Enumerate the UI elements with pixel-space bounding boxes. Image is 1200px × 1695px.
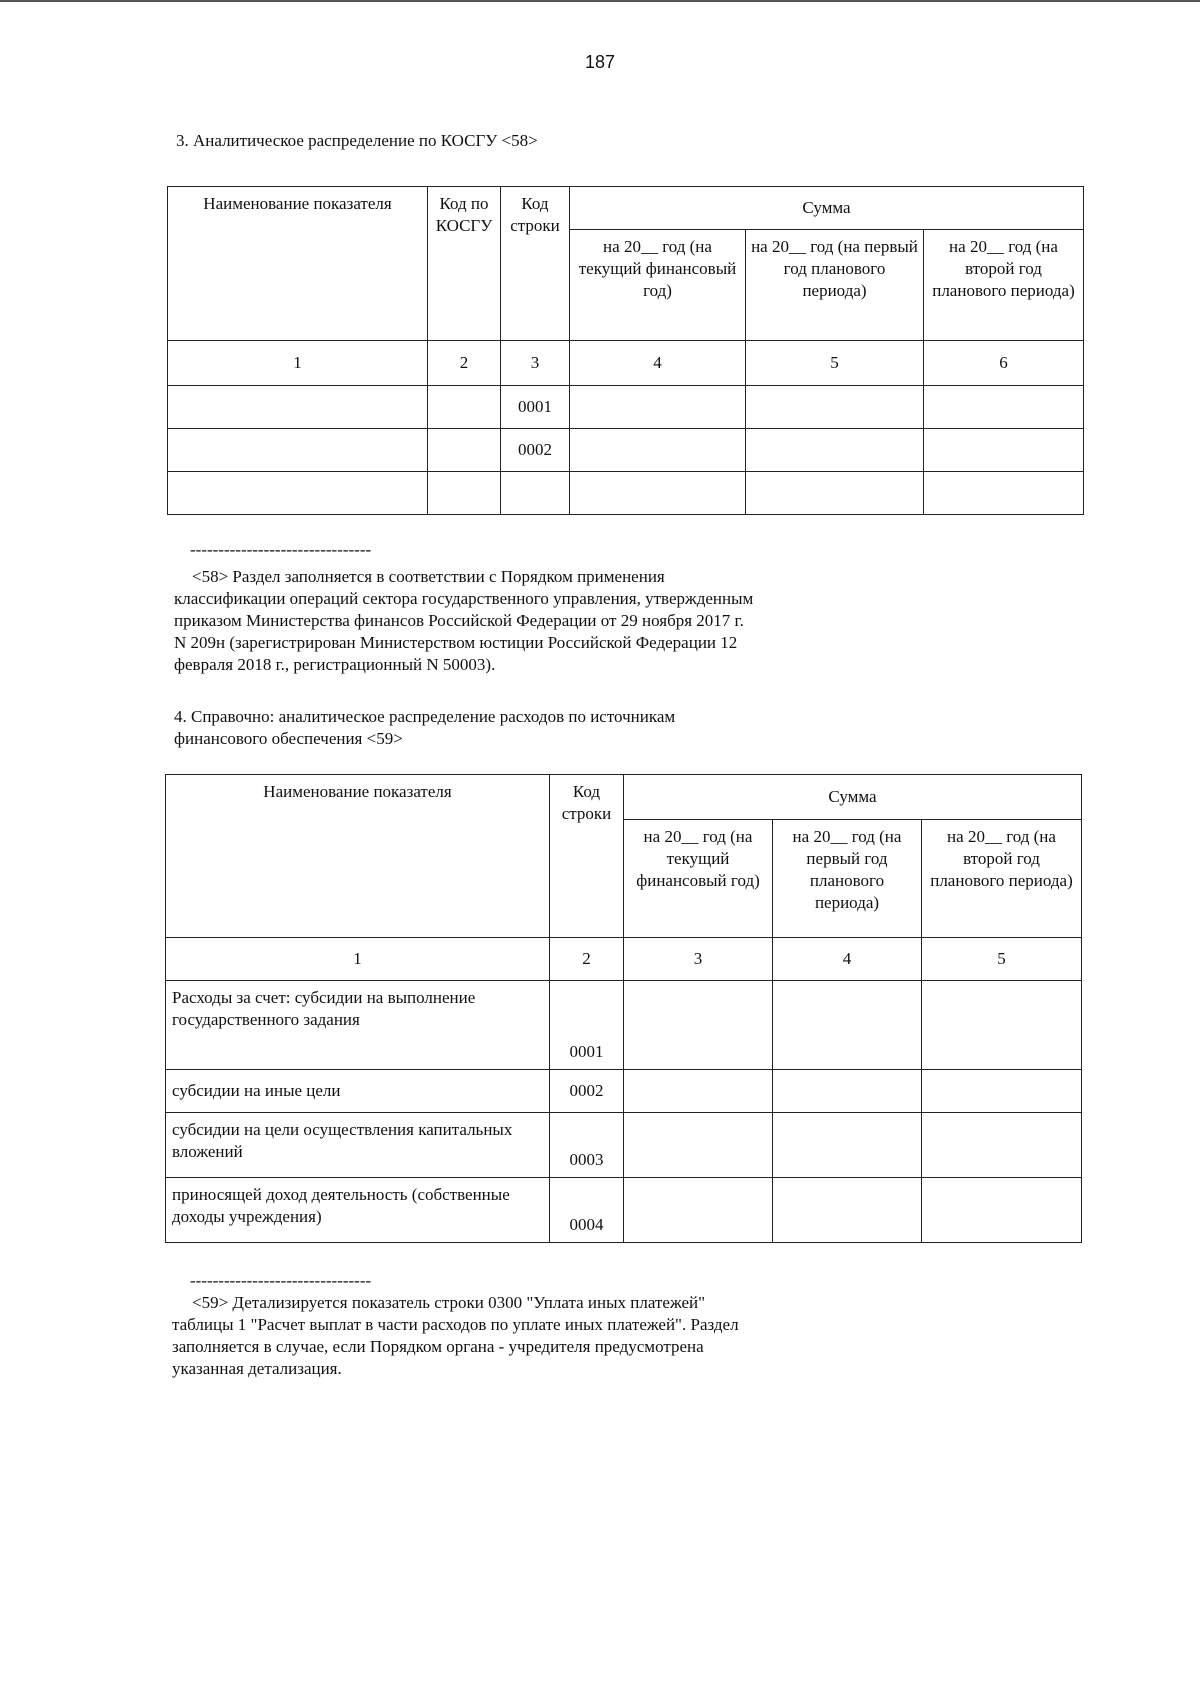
- row-sum-current-cell: [624, 1178, 773, 1243]
- table-row: [166, 1070, 1082, 1113]
- column-number: 6: [924, 341, 1084, 386]
- footnote-line: классификации операций сектора государственного управления, утвержденным: [174, 589, 754, 608]
- section3-heading: 3. Аналитическое распределение по КОСГУ <58>: [176, 131, 538, 150]
- footnote-line: заполняется в случае, если Порядком органа - учредителя предусмотрена: [172, 1337, 704, 1356]
- row-sum-first-cell: [746, 429, 924, 472]
- column-number: 3: [501, 341, 570, 386]
- row-sum-current-cell: [624, 1113, 773, 1178]
- column-number: 1: [166, 938, 550, 981]
- section4-heading-line: 4. Справочно: аналитическое распределение расходов по источникам: [174, 707, 676, 726]
- row-sum-first-cell: [773, 1113, 922, 1178]
- row-kosgu-cell: [428, 429, 501, 472]
- row-sum-second-cell: [924, 386, 1084, 429]
- row-name-cell: Расходы за счет: субсидии на выполнение государственного задания: [166, 981, 550, 1070]
- row-kosgu-cell: [428, 472, 501, 515]
- table-row: [166, 1113, 1082, 1178]
- header-name: Наименование показателя: [168, 187, 428, 341]
- kosgu-table: [167, 186, 1084, 515]
- row-code-cell: 0002: [550, 1070, 624, 1113]
- footnote-line: <58> Раздел заполняется в соответствии с Порядком применения: [192, 567, 665, 586]
- row-name-cell: субсидии на цели осуществления капитальных вложений: [166, 1113, 550, 1178]
- subheader-first-plan-year: на 20__ год (на первый год планового периода): [773, 819, 922, 937]
- footnote-line: <59> Детализируется показатель строки 0300 "Уплата иных платежей": [192, 1293, 706, 1312]
- column-number: 3: [624, 938, 773, 981]
- page-number: 187: [584, 52, 616, 72]
- row-code-cell: 0001: [550, 981, 624, 1070]
- subheader-first-plan-year: на 20__ год (на первый год планового периода): [746, 230, 924, 341]
- footnote-line: февраля 2018 г., регистрационный N 50003).: [174, 655, 496, 674]
- row-sum-second-cell: [922, 1113, 1082, 1178]
- row-name-cell: приносящей доход деятельность (собственные доходы учреждения): [166, 1178, 550, 1243]
- row-code-cell: 0002: [501, 429, 570, 472]
- footnote-line: приказом Министерства финансов Российской Федерации от 29 ноября 2017 г.: [174, 611, 744, 630]
- header-sum: Сумма: [624, 775, 1082, 820]
- column-number: 1: [168, 341, 428, 386]
- row-code-cell: 0001: [501, 386, 570, 429]
- row-sum-first-cell: [773, 1178, 922, 1243]
- row-sum-first-cell: [746, 386, 924, 429]
- row-sum-first-cell: [773, 1070, 922, 1113]
- row-code-cell: 0003: [550, 1113, 624, 1178]
- footnote-line: таблицы 1 "Расчет выплат в части расходов по уплате иных платежей". Раздел: [172, 1315, 739, 1334]
- header-row-code: Код строки: [501, 187, 570, 341]
- row-name-cell: [168, 386, 428, 429]
- row-kosgu-cell: [428, 386, 501, 429]
- subheader-current-year: на 20__ год (на текущий финансовый год): [624, 819, 773, 937]
- footnote-59: [172, 1292, 872, 1380]
- table-row: [168, 386, 1084, 429]
- header-kosgu: Код по КОСГУ: [428, 187, 501, 341]
- row-name-cell: [168, 429, 428, 472]
- row-sum-second-cell: [922, 981, 1082, 1070]
- column-number: 4: [570, 341, 746, 386]
- section4-heading: [174, 706, 675, 750]
- table-header-row: [168, 187, 1084, 230]
- table-row: [166, 1178, 1082, 1243]
- table-header-row: [166, 775, 1082, 820]
- row-sum-current-cell: [624, 981, 773, 1070]
- footnote-rule: --------------------------------: [190, 1271, 372, 1290]
- table-column-numbers-row: [166, 938, 1082, 981]
- row-sum-second-cell: [924, 472, 1084, 515]
- row-sum-current-cell: [570, 429, 746, 472]
- column-number: 2: [428, 341, 501, 386]
- row-sum-second-cell: [922, 1070, 1082, 1113]
- funding-sources-table: [165, 774, 1082, 1243]
- row-sum-second-cell: [924, 429, 1084, 472]
- row-sum-current-cell: [570, 472, 746, 515]
- table-column-numbers-row: [168, 341, 1084, 386]
- header-row-code: Код строки: [550, 775, 624, 938]
- row-sum-first-cell: [773, 981, 922, 1070]
- row-sum-current-cell: [570, 386, 746, 429]
- row-sum-second-cell: [922, 1178, 1082, 1243]
- row-name-cell: субсидии на иные цели: [166, 1070, 550, 1113]
- header-name: Наименование показателя: [166, 775, 550, 938]
- table-row: [166, 981, 1082, 1070]
- header-sum: Сумма: [570, 187, 1084, 230]
- section4-heading-line: финансового обеспечения <59>: [174, 729, 403, 748]
- row-sum-first-cell: [746, 472, 924, 515]
- footnote-line: указанная детализация.: [172, 1359, 342, 1378]
- column-number: 4: [773, 938, 922, 981]
- table-row: [168, 429, 1084, 472]
- column-number: 5: [922, 938, 1082, 981]
- subheader-second-plan-year: на 20__ год (на второй год планового периода): [922, 819, 1082, 937]
- footnote-58: [174, 566, 884, 676]
- footnote-line: N 209н (зарегистрирован Министерством юстиции Российской Федерации 12: [174, 633, 738, 652]
- column-number: 5: [746, 341, 924, 386]
- column-number: 2: [550, 938, 624, 981]
- row-code-cell: 0004: [550, 1178, 624, 1243]
- table-row: [168, 472, 1084, 515]
- row-code-cell: [501, 472, 570, 515]
- subheader-current-year: на 20__ год (на текущий финансовый год): [570, 230, 746, 341]
- page-top-border: [0, 0, 1200, 2]
- row-name-cell: [168, 472, 428, 515]
- row-sum-current-cell: [624, 1070, 773, 1113]
- subheader-second-plan-year: на 20__ год (на второй год планового периода): [924, 230, 1084, 341]
- footnote-rule: --------------------------------: [190, 540, 372, 559]
